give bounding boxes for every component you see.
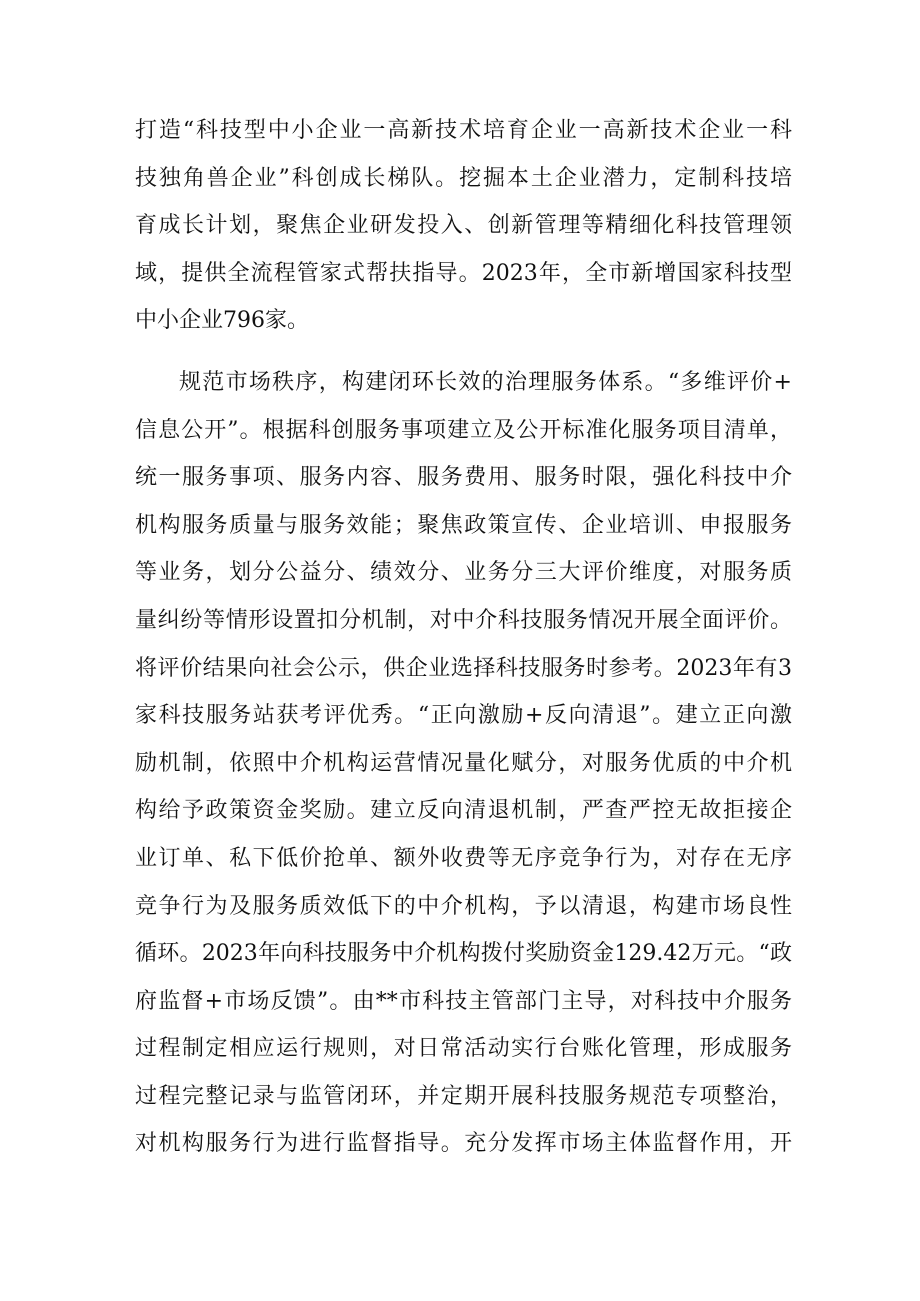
text-line: 循环。2023年向科技服务中介机构拨付奖励资金129.42万元。“政 [135, 941, 792, 967]
text-line: 信息公开”。根据科创服务事项建立及公开标准化服务项目清单， [135, 417, 792, 443]
text-line: 竞争行为及服务质效低下的中介机构，予以清退，构建市场良性 [135, 893, 792, 919]
paragraph [135, 359, 792, 1168]
text-line: 对机构服务行为进行监督指导。充分发挥市场主体监督作用，开 [135, 1131, 792, 1157]
text-line: 量纠纷等情形设置扣分机制，对中介科技服务情况开展全面评价。 [135, 607, 792, 633]
text-line: 等业务，划分公益分、绩效分、业务分三大评价维度，对服务质 [135, 560, 792, 586]
text-line: 机构服务质量与服务效能；聚焦政策宣传、企业培训、申报服务 [135, 512, 792, 538]
text-line: 将评价结果向社会公示，供企业选择科技服务时参考。2023年有3 [135, 655, 792, 681]
text-line: 府监督+市场反馈”。由**市科技主管部门主导，对科技中介服务 [135, 988, 792, 1014]
text-line: 域，提供全流程管家式帮扶指导。2023年，全市新增国家科技型 [135, 260, 792, 286]
text-line: 励机制，依照中介机构运营情况量化赋分，对服务优质的中介机 [135, 750, 792, 776]
text-line: 统一服务事项、服务内容、服务费用、服务时限，强化科技中介 [135, 465, 792, 491]
text-line: 过程完整记录与监管闭环，并定期开展科技服务规范专项整治， [135, 1083, 792, 1109]
body-text [135, 107, 792, 1168]
text-line: 中小企业796家。 [135, 308, 309, 334]
text-line: 规范市场秩序，构建闭环长效的治理服务体系。“多维评价+ [179, 369, 792, 395]
paragraph [135, 107, 792, 345]
text-line: 技独角兽企业”科创成长梯队。挖掘本土企业潜力，定制科技培 [135, 165, 792, 191]
text-line: 育成长计划，聚焦企业研发投入、创新管理等精细化科技管理领 [135, 213, 792, 239]
text-line: 家科技服务站获考评优秀。“正向激励+反向清退”。建立正向激 [135, 703, 792, 729]
text-line: 打造“科技型中小企业一高新技术培育企业一高新技术企业一科 [135, 118, 792, 143]
text-line: 过程制定相应运行规则，对日常活动实行台账化管理，形成服务 [135, 1036, 792, 1062]
text-line: 构给予政策资金奖励。建立反向清退机制，严查严控无故拒接企 [135, 798, 792, 824]
text-line: 业订单、私下低价抢单、额外收费等无序竞争行为，对存在无序 [135, 845, 792, 871]
